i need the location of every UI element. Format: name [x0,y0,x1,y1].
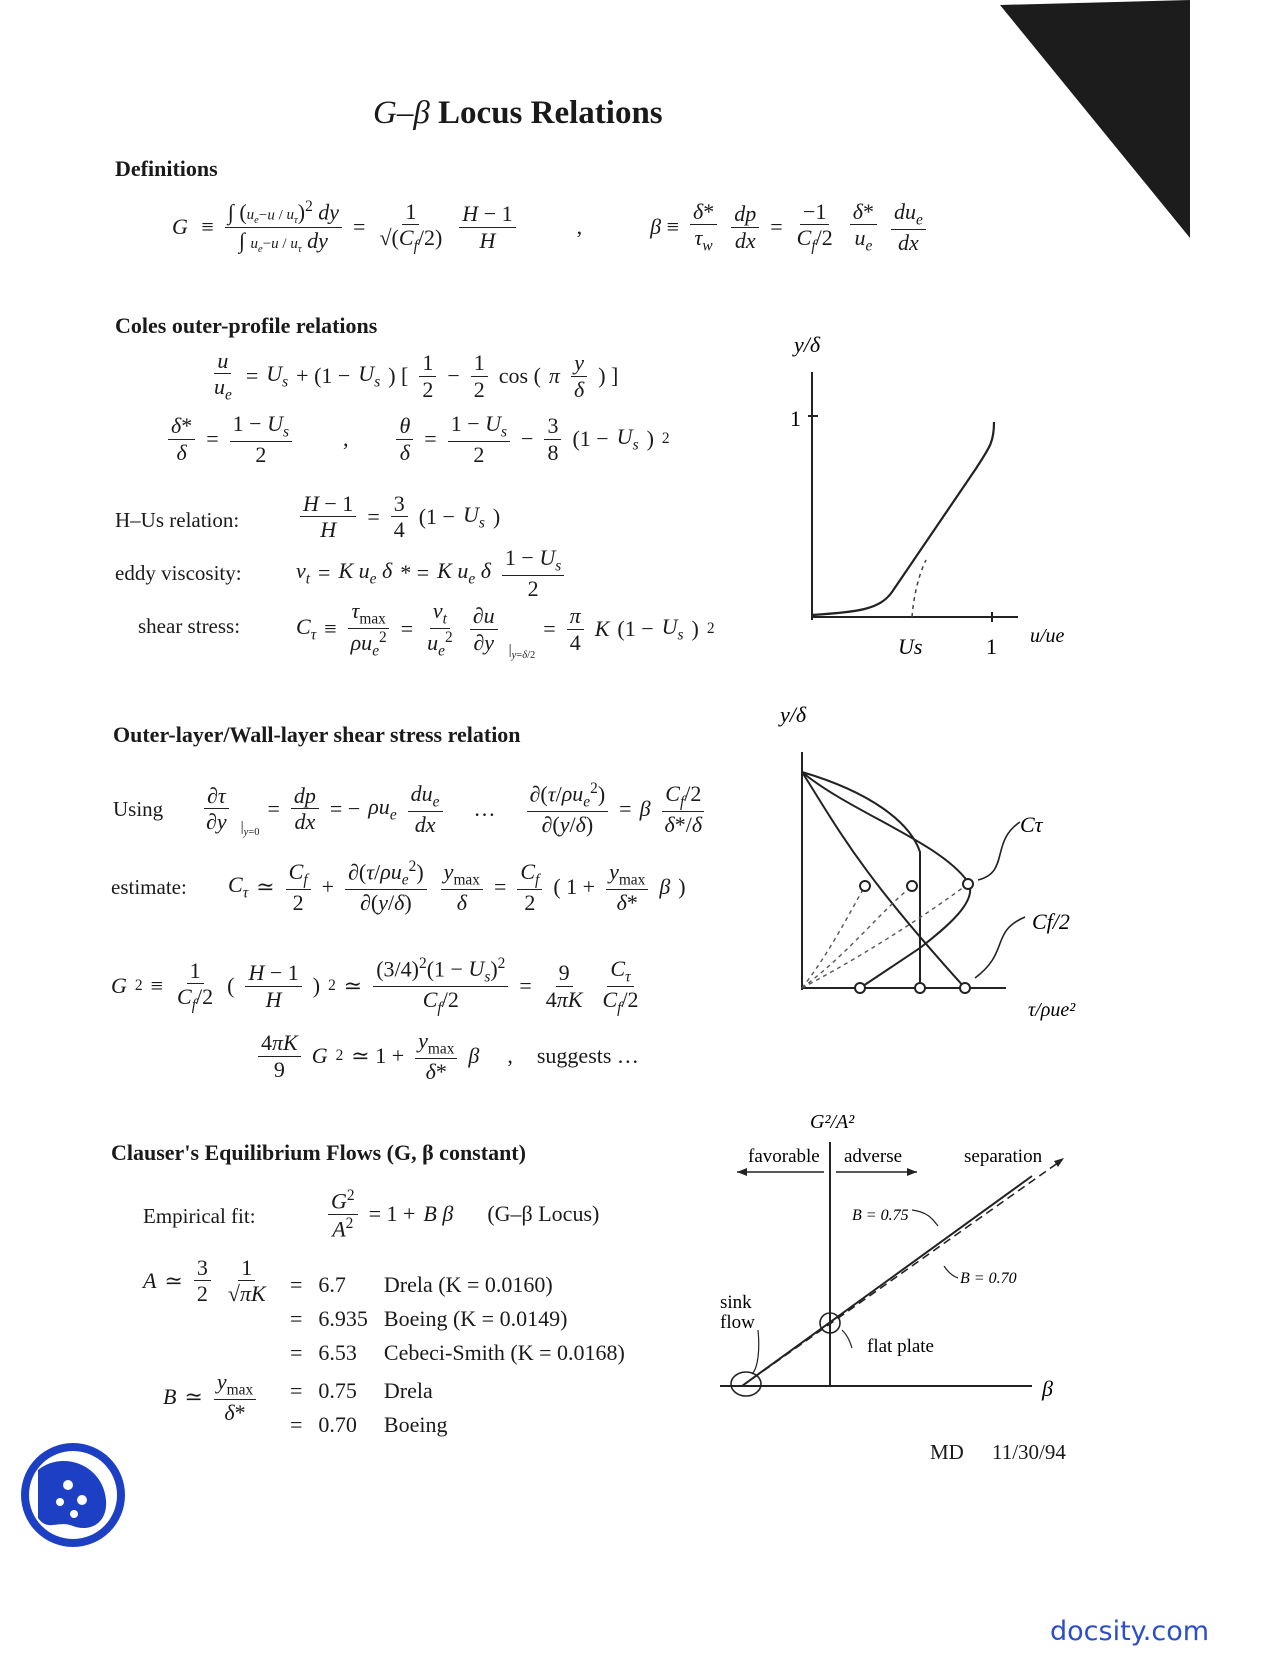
fig2-curve-ctau: Cτ [1020,812,1043,837]
equation-eddy-viscosity: $\nu_t$ = K $u_e$ δ * = K $u_e$ δ $\frac{1 - U_s}{2}$ [296,545,567,601]
section-definitions: Definitions [115,156,218,181]
shear-stress-figure [770,692,1090,1042]
fig3-flat-plate: flat plate [867,1336,934,1357]
fig3-flow: flow [720,1312,755,1333]
docsity-logo-icon [18,1440,128,1550]
fig3-sink: sink [720,1292,752,1313]
fig2-y-axis: y/δ [780,702,807,727]
table-row: = 6.935 Boeing (K = 0.0149) [290,1306,568,1331]
title-math: G–β [373,95,430,131]
label-eddy-viscosity: eddy viscosity: [115,561,242,585]
fit-constants-table [282,1268,633,1442]
section-coles: Coles outer-profile relations [115,313,378,338]
equation-coles-thickness: $\frac{\delta*}{\delta}$ = $\frac{1 - U_s}{2}$ , $\frac{\theta}{\delta}$ = $\frac{1 - U_s}{2}$ − $\frac{3}{8}$ (1 − $U_s$ ) 2 [165,411,670,467]
table-row: = 6.7 Drela (K = 0.0160) [290,1272,553,1297]
fig2-curve-cf: Cf/2 [1032,909,1070,934]
watermark-link[interactable]: docsity.com [1050,1616,1210,1647]
label-estimate: estimate: [111,875,187,899]
equation-G-definition: G ≡ $\frac{\int (u_e-u / u_\tau)^2 dy}{\int u_e-u / u_\tau dy}$ = $\frac{1}{√(C_f/2)}$ $\frac{H - 1}{H}$ , β ≡ $\frac{\delta*}{\tau_w}$ $\frac{dp}{dx}$ = $\frac{-1}{C_f/2}$ $\frac{\delta*}{u_e}$ $\frac{du_e}{dx}$ [172,198,929,256]
fig2-x-axis: τ/ρue² [1028,999,1076,1021]
equation-shear-stress: $C_\tau$ ≡ $\frac{\tau_{max}}{\rho u_e^2}$ = $\frac{\nu_t}{u_e^2}$ $\frac{\partial u}{\partial y}$ $|_{y=\delta/2}$ = $\frac{\pi}{4}$ K (1 − $U_s$ ) 2 [296,598,715,661]
fig1-tick-us: Us [898,634,923,659]
g-beta-locus-figure [712,1080,1092,1410]
fig3-favorable: favorable [748,1146,820,1167]
equation-g-squared: G 2 ≡ $\frac{1}{C_f/2}$ ( $\frac{H - 1}{H}$ ) 2 ≃ $\frac{(3/4)^2(1 - U_s)^2}{C_f/2}$ = $\frac{9}{4\pi K}$ $\frac{C_\tau}{C_f/2}$ [111,955,639,1017]
fig3-y-axis: G²/A² [810,1111,855,1133]
section-outer-layer: Outer-layer/Wall-layer shear stress relation [113,722,521,747]
footer-date: 11/30/94 [992,1440,1066,1464]
equation-suggests: $\frac{4\pi K}{9}$ G 2 ≃ 1 + $\frac{y_{max}}{\delta*}$ β , suggests … [255,1028,639,1084]
table-row: = 6.53 Cebeci-Smith (K = 0.0168) [290,1340,625,1365]
fig3-adverse: adverse [844,1146,903,1167]
velocity-profile-figure [780,312,1080,662]
equation-b-definition: B ≃ $\frac{y_{max}}{\delta*}$ [163,1369,259,1425]
label-shear-stress: shear stress: [138,614,241,638]
label-h-us-relation: H–Us relation: [115,508,240,532]
section-clauser: Clauser's Equilibrium Flows (G, β constant) [111,1140,526,1165]
label-empirical-fit: Empirical fit: [143,1204,256,1228]
table-row: = 0.75 Drela [290,1378,433,1403]
equation-using: $\frac{\partial\tau}{\partial y}$ $|_{y=0}$ = $\frac{dp}{dx}$ = − $\rho u_e$ $\frac{du_e}{dx}$ … $\frac{\partial(\tau/\rho u_e^2)}{\partial(y/\delta)}$ = β $\frac{C_f/2}{\delta*/\delta}$ [200,780,708,838]
fig1-x-axis: u/ue [1030,625,1065,647]
fig1-tick-x: 1 [986,634,997,659]
fig3-separation: separation [964,1146,1043,1167]
equation-empirical-fit: $\frac{G^2}{A^2}$ = 1 + B β (G–β Locus) [325,1187,599,1241]
title-text: Locus Relations [438,95,663,131]
corner-triangle [995,0,1195,240]
label-using: Using [113,797,164,821]
table-row: = 0.70 Boeing [290,1412,448,1437]
fig1-y-axis: y/δ [794,332,821,357]
equation-h-us: $\frac{H - 1}{H}$ = $\frac{3}{4}$ (1 − $U_s$ ) [297,491,500,543]
equation-coles-profile: $\frac{u}{u_e}$ = $U_s$ + (1 − $U_s$ ) [ $\frac{1}{2}$ − $\frac{1}{2}$ cos ( π $\frac{y}{\delta}$ ) ] [214,348,619,404]
page-title [373,95,663,132]
equation-a-definition: A ≃ $\frac{3}{2}$ $\frac{1}{√\pi K}$ [143,1255,266,1307]
footer-author: MD [930,1440,964,1464]
equation-estimate: $C_\tau$ ≃ $\frac{C_f}{2}$ + $\frac{\partial(\tau/\rho u_e^2)}{\partial(y/\delta)}$ $\frac{y_{max}}{\delta}$ = $\frac{C_f}{2}$ ( 1 + $\frac{y_{max}}{\delta*}$ β ) [228,858,686,916]
label-suggests: suggests … [536,1043,639,1069]
label-locus-tag: (G–β Locus) [487,1201,600,1227]
fig3-b075: B = 0.75 [852,1207,909,1224]
fig1-tick-y: 1 [790,406,801,431]
fig3-x-axis: β [1042,1376,1053,1401]
fig3-b070: B = 0.70 [960,1270,1017,1287]
